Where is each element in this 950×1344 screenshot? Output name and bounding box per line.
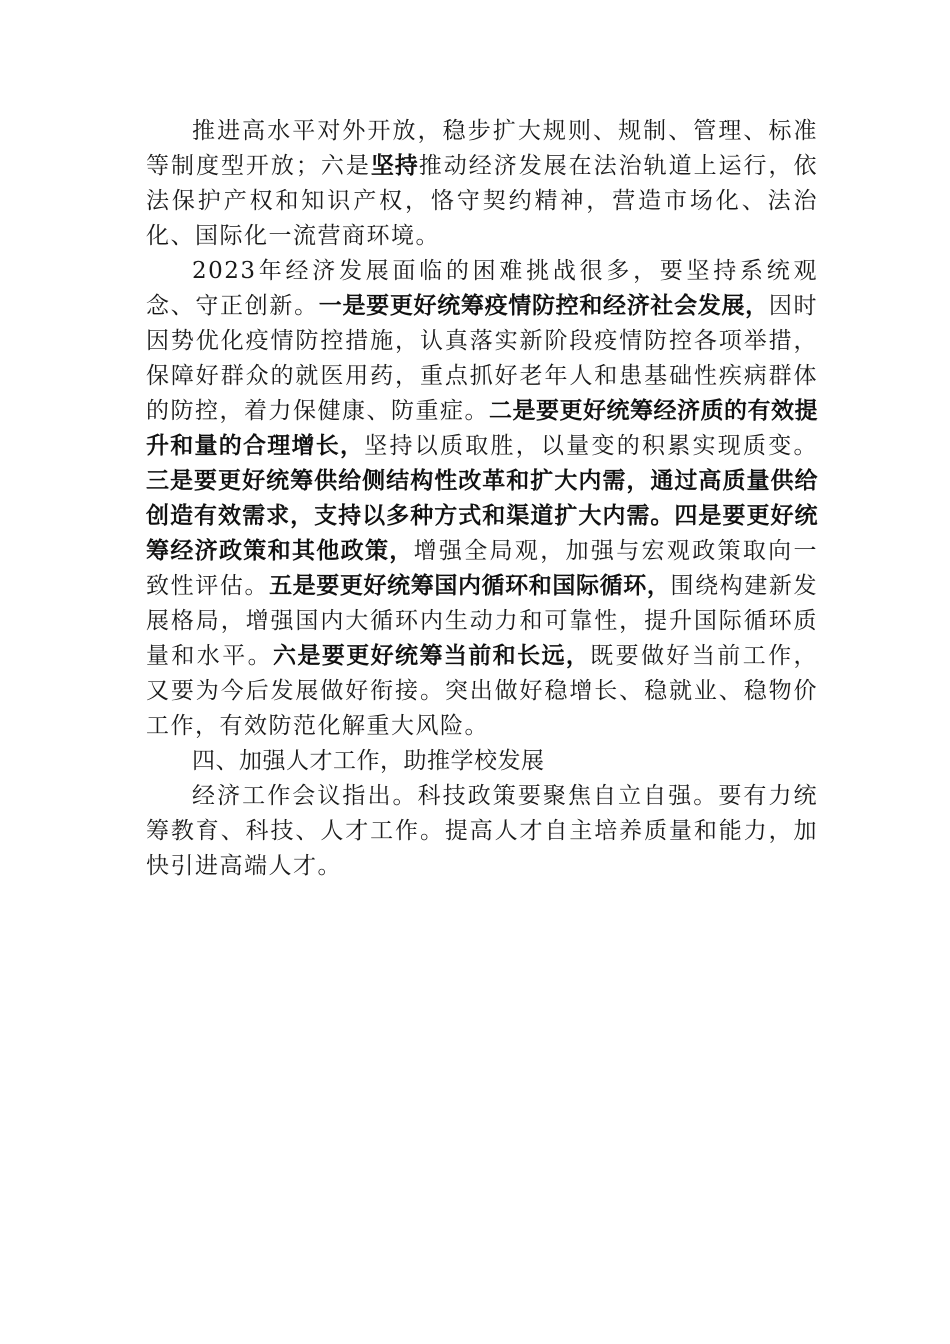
bold-point-six: 六是要更好统筹当前和长远，: [273, 643, 591, 669]
bold-phrase: 坚持: [370, 153, 419, 179]
paragraph-text: 增强全局观，加强与宏观政策取向一致性评估。: [146, 538, 819, 599]
paragraph-text: 坚持以质取胜，以量变的积累实现质变。: [364, 433, 818, 459]
section-heading-talent: 四、加强人才工作，助推学校发展: [192, 748, 545, 774]
bold-point-three-four: 三是要更好统筹供给侧结构性改革和扩大内需，通过高质量供给创造有效需求，支持以多种方式和渠道扩大内需。四是要更好统筹经济政策和其他政策，: [146, 468, 818, 564]
paragraph-talent-work: [146, 779, 818, 884]
paragraph-text: 2023年经济发展面临的困难挑战很多，要坚持系统观念、守正创新。: [146, 258, 818, 319]
paragraph-opening-continuation: [146, 114, 818, 254]
paragraph-text: 推进高水平对外开放，稳步扩大规则、规制、管理、标准等制度型开放；六是: [146, 118, 818, 179]
paragraph-text: 既要做好当前工作，又要为今后发展做好衔接。突出做好稳增长、稳就业、稳物价工作，有效防范化解重大风险。: [146, 643, 819, 739]
paragraph-text: 因时因势优化疫情防控措施，认真落实新阶段疫情防控各项举措，保障好群众的就医用药，重点抓好老年人和患基础性疾病群体的防控，着力保健康、防重症。: [146, 293, 819, 424]
document-body: [146, 114, 818, 884]
paragraph-text: 推动经济发展在法治轨道上运行，依法保护产权和知识产权，恪守契约精神，营造市场化、法治化、国际化一流营商环境。: [146, 153, 819, 249]
bold-point-five: 五是要更好统筹国内循环和国际循环，: [269, 573, 671, 599]
paragraph-2023-economy: [146, 254, 818, 744]
paragraph-text: 经济工作会议指出。科技政策要聚焦自立自强。要有力统筹教育、科技、人才工作。提高人才自主培养质量和能力，加快引进高端人才。: [146, 783, 818, 879]
bold-point-one: 一是要更好统筹疫情防控和经济社会发展，: [318, 293, 769, 319]
paragraph-text: 围绕构建新发展格局，增强国内大循环内生动力和可靠性，提升国际循环质量和水平。: [146, 573, 819, 669]
bold-point-two: 二是要更好统筹经济质的有效提升和量的合理增长，: [146, 398, 818, 459]
